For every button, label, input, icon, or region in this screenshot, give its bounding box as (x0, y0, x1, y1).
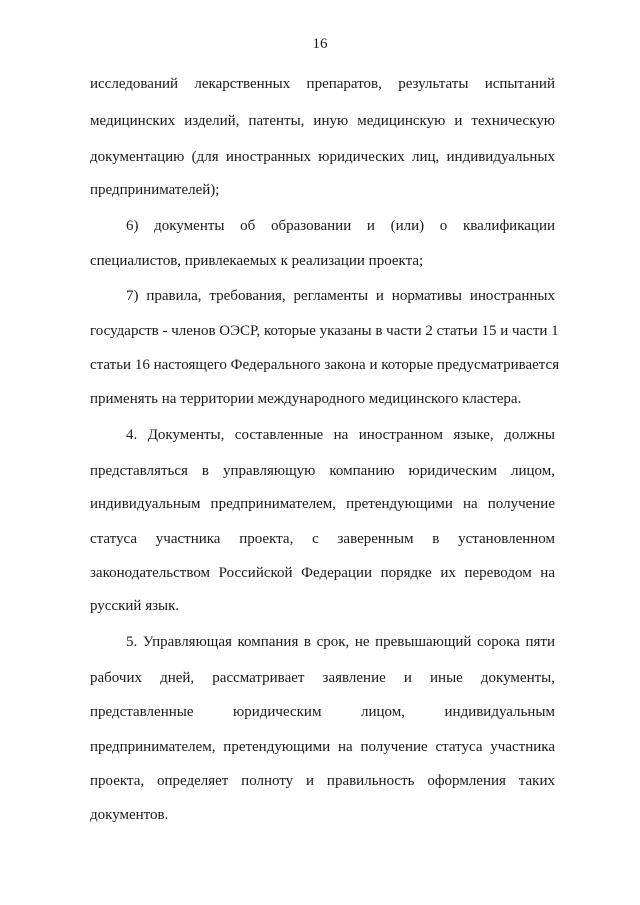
text-line: 5. Управляющая компания в срок, не превышающий сорока пяти (126, 634, 555, 650)
text-line: специалистов, привлекаемых к реализации проекта; (90, 253, 424, 269)
text-line: 7) правила, требования, регламенты и нормативы иностранных (126, 288, 555, 304)
text-line: русский язык. (90, 598, 180, 614)
text-line: представляться в управляющую компанию юридическим лицом, (90, 463, 555, 479)
text-line: предпринимателем, претендующими на получение статуса участника (90, 739, 555, 755)
text-line: представленные юридическим лицом, индивидуальным (90, 704, 555, 720)
text-line: индивидуальным предпринимателем, претендующими на получение (90, 496, 555, 512)
text-line: статуса участника проекта, с заверенным в установленном (90, 531, 555, 547)
text-line: проекта, определяет полноту и правильность оформления таких (90, 773, 555, 789)
text-line: рабочих дней, рассматривает заявление и иные документы, (90, 670, 555, 686)
text-line: 6) документы об образовании и (или) о квалификации (126, 218, 555, 234)
text-line: статьи 16 настоящего Федерального закона и которые предусматривается (90, 357, 560, 373)
text-line: предпринимателей); (90, 182, 220, 198)
text-line: 4. Документы, составленные на иностранном языке, должны (126, 427, 555, 443)
text-line: применять на территории международного медицинского кластера. (90, 391, 522, 407)
text-line: документов. (90, 807, 169, 823)
text-line: законодательством Российской Федерации порядке их переводом на (90, 565, 555, 581)
text-line: медицинских изделий, патенты, иную медицинскую и техническую (90, 113, 555, 129)
text-line: государств - членов ОЭСР, которые указаны в части 2 статьи 15 и части 1 (90, 323, 559, 339)
page-number: 16 (312, 36, 328, 52)
text-line: исследований лекарственных препаратов, результаты испытаний (90, 76, 555, 92)
text-line: документацию (для иностранных юридических лиц, индивидуальных (90, 149, 555, 165)
